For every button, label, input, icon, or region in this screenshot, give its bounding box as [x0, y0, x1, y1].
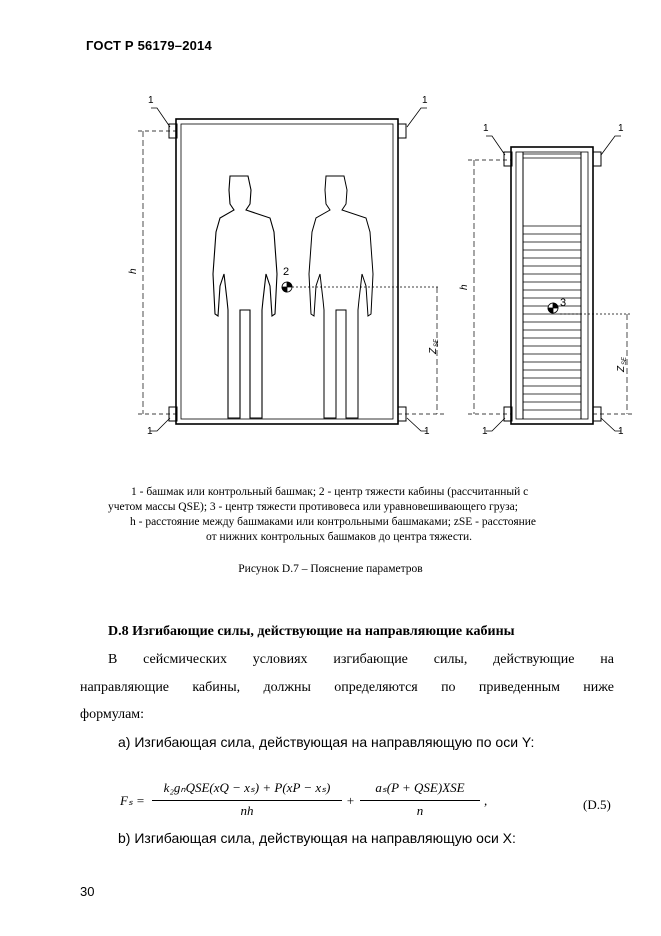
formula-plus: +: [346, 793, 355, 808]
word: ниже: [583, 680, 614, 695]
fraction-bar-2: [360, 800, 480, 801]
counterweight-frame: [504, 147, 601, 424]
h-dimension-left: [138, 131, 176, 414]
legend-line-3: h - расстояние между башмаками или контрольными башмаками; zSE - расстояние: [130, 516, 537, 528]
paragraph-line-1: [108, 652, 614, 668]
label-shoe-1: 1: [422, 95, 428, 106]
word: на: [600, 652, 614, 667]
label-car-cg-2: 2: [283, 266, 290, 278]
word: изгибающие: [333, 652, 408, 667]
person-silhouette-2: [309, 176, 373, 418]
legend-line-4: от нижних контрольных башмаков до центра тяжести.: [206, 531, 473, 543]
word: сейсмических: [143, 652, 227, 667]
label-h-right: h: [459, 284, 470, 290]
label-shoe-1: 1: [424, 426, 430, 437]
fraction-bar-1: [152, 800, 342, 801]
word: В: [108, 652, 118, 667]
label-cw-cg-3: 3: [560, 297, 567, 309]
label-zse-left: [428, 338, 440, 355]
svg-text:SE: SE: [434, 338, 440, 347]
label-shoe-1: 1: [483, 123, 489, 134]
label-shoe-1: 1: [618, 123, 624, 134]
legend-line-1: 1 - башмак или контрольный башмак; 2 - центр тяжести кабины (рассчитанный с: [131, 486, 529, 498]
label-shoe-1: 1: [618, 426, 624, 437]
document-header: ГОСТ Р 56179–2014: [86, 38, 212, 53]
label-h-left: h: [128, 268, 139, 274]
formula-numerator-1: k₂gₙQSE(xQ − xₛ) + P(xP − xₛ): [163, 780, 331, 795]
label-zse-right: [616, 356, 628, 373]
figure-caption: Рисунок D.7 – Пояснение параметров: [238, 563, 423, 575]
svg-text:Z: Z: [616, 365, 627, 372]
word: кабины,: [192, 680, 241, 695]
formula-comma: ,: [484, 793, 488, 808]
formula-numerator-2: aₛ(P + QSE)XSE: [375, 780, 465, 795]
word: определяются: [334, 680, 418, 695]
formula-denominator-2: n: [416, 803, 424, 818]
cg-symbol-counterweight: [548, 303, 558, 313]
paragraph-line-2: [80, 680, 614, 696]
section-title: D.8 Изгибающие силы, действующие на направляющие кабины: [108, 624, 515, 639]
word: приведенным: [478, 680, 560, 695]
word: условиях: [252, 652, 308, 667]
item-b: b) Изгибающая сила, действующая на направляющую оси X:: [118, 830, 516, 846]
label-shoe-1: 1: [148, 95, 154, 106]
svg-text:Z: Z: [428, 347, 439, 354]
counterweight-plates: [523, 154, 581, 410]
formula-denominator-1: nh: [240, 803, 254, 818]
word: по: [441, 680, 456, 695]
person-silhouette: [213, 176, 277, 418]
equation-number: (D.5): [583, 797, 611, 812]
paragraph-line-3: формулам:: [80, 707, 145, 722]
page-number: 30: [80, 884, 95, 899]
label-shoe-1: 1: [147, 426, 153, 437]
formula-d5: [120, 776, 560, 826]
h-dimension-right: [468, 160, 511, 414]
item-a: а) Изгибающая сила, действующая на направляющую по оси Y:: [118, 734, 535, 750]
shoe-leaders-right: [486, 136, 621, 431]
word: действующие: [493, 652, 575, 667]
word: должны: [263, 680, 311, 695]
word: силы,: [433, 652, 468, 667]
svg-text:SE: SE: [622, 356, 628, 365]
cg-symbol-car: [282, 282, 292, 292]
label-shoe-1: 1: [482, 426, 488, 437]
word: направляющие: [80, 680, 170, 695]
formula-lhs: Fₛ =: [120, 793, 145, 808]
legend-line-2: учетом массы QSE); 3 - центр тяжести противовеса или уравновешивающего груза;: [108, 501, 518, 513]
